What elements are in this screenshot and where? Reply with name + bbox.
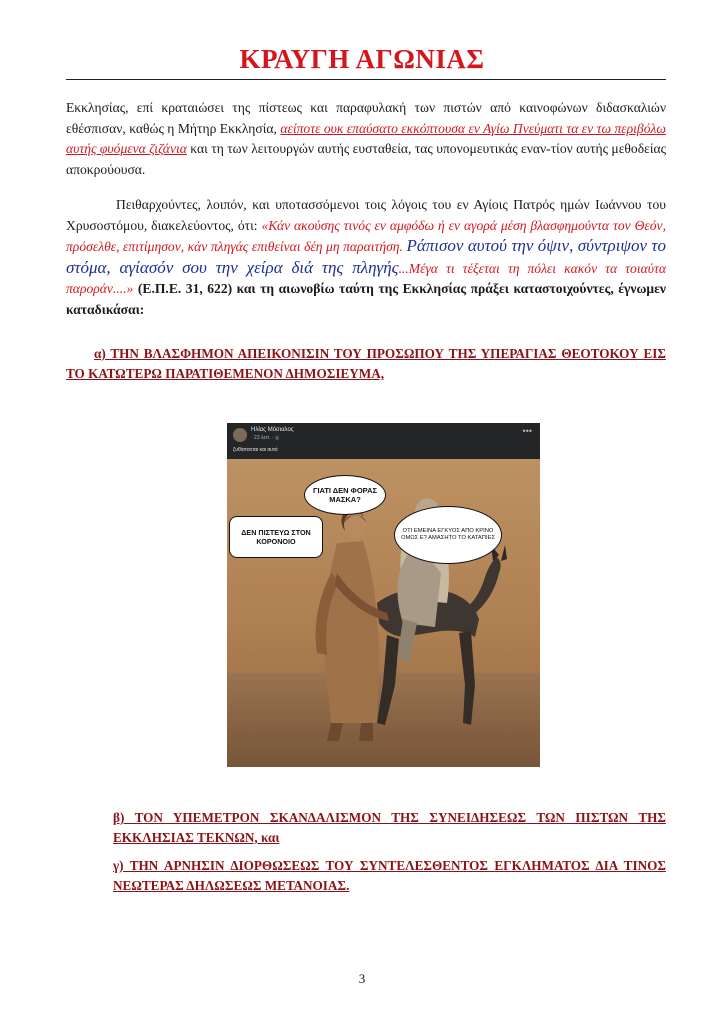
paragraph-2 — [66, 195, 666, 320]
post-time: · 23 λεπ. · ◎ — [251, 435, 280, 441]
paragraph-1-text-b: και τη των λειτουργών αυτής ευσταθεία, τας υπονομευτικάς εναν-τίον αυτής μεθοδείας αποκρούουσα. — [66, 141, 666, 177]
speech-bubble-corona: ΔΕΝ ΠΙΣΤΕΥΩ ΣΤΟΝ ΚΟΡΟΝΟΙΟ — [229, 516, 323, 558]
more-options-icon: ••• — [522, 426, 532, 436]
paragraph-1-text-a: Εκκλησίας, επί κραταιώσει της πίστεως και παραφυλακή των πιστών από καινοφώνων διδασκαλιών εθέσπισαν, καθώς η Μήτηρ Εκκλησία, — [66, 100, 666, 136]
title-divider — [66, 79, 666, 80]
post-header — [227, 423, 540, 459]
author-avatar — [233, 428, 247, 442]
chrysostom-quote-b: ...Μέγα τι τέξεται τη πόλει κακόν τα τοιαύτα παροράν....» — [66, 260, 666, 296]
speech-bubble-reply: ΟΤΙ ΕΜΕΙΝΑ ΕΓΚΥΟΣ ΑΠΟ ΚΡΙΝΟ ΟΜΩΣ Ε? ΑΜΑΣΗΤΟ ΤΟ ΚΑΤΑΠΙΕΣ — [394, 506, 502, 564]
list-item-b: β) ΤΟΝ ΥΠΕΜΕΤΡΟΝ ΣΚΑΝΔΑΛΙΣΜΟΝ ΤΗΣ ΣΥΝΕΙΔΗΣΕΩΣ ΤΩΝ ΠΙΣΤΩΝ ΤΗΣ ΕΚΚΛΗΣΙΑΣ ΤΕΚΝΩΝ, και — [113, 810, 666, 845]
list-item-c: γ) ΤΗΝ ΑΡΝΗΣΙΝ ΔΙΟΡΘΩΣΕΩΣ ΤΟΥ ΣΥΝΤΕΛΕΣΘΕΝΤΟΣ ΕΓΚΛΗΜΑΤΟΣ ΔΙΑ ΤΙΝΟΣ ΝΕΩΤΕΡΑΣ ΔΗΛΩΣΕΩΣ ΜΕΤΑΝΟΙΑΣ. — [113, 858, 666, 893]
chrysostom-quote-a: «Κάν ακούσης τινός εν αμφόδω ή εν αγορά μέση βλασφημούντα τον Θεόν, πρόσελθε, επιτίμησον, κάν πληγάς επιθείναι δέη μη παραιτήση. — [66, 217, 666, 254]
paragraph-1-quote: αείποτε ουκ επαύσατο εκκόπτουσα εν Αγίω Πνεύματι τα εν τω περιβόλω αυτής φυόμενα ζιζάνια — [66, 120, 666, 156]
paragraph-2-text-b: (Ε.Π.Ε. 31, 622) και τη αιωνοβίω ταύτη της Εκκλησίας πράξει καταστοιχούντες, έγνωμεν καταδικάσαι: — [66, 281, 666, 317]
speech-bubble-mask: ΓΙΑΤΙ ΔΕΝ ΦΟΡΑΣ ΜΑΣΚΑ? — [304, 475, 386, 515]
post-caption: ζυθίστανται και αυτό — [233, 447, 278, 453]
post-photo-illustration — [227, 423, 540, 767]
page-number: 3 — [358, 971, 366, 986]
post-author: Ηλίας Μόσιαλος — [251, 427, 294, 433]
page-title: ΚΡΑΥΓΗ ΑΓΩΝΙΑΣ — [239, 44, 485, 74]
paragraph-2-text-a: Πειθαρχούντες, λοιπόν, και υποτασσόμενοι τοις λόγοις του εν Αγίοις Πατρός ημών Ιωάννου του Χρυσοστόμου, διακελεύοντος, ότι: — [66, 197, 666, 233]
paragraph-1 — [66, 98, 666, 180]
embedded-post-image — [227, 423, 540, 767]
list-item-a: α) ΤΗΝ ΒΛΑΣΦΗΜΟΝ ΑΠΕΙΚΟΝΙΣΙΝ ΤΟΥ ΠΡΟΣΩΠΟΥ ΤΗΣ ΥΠΕΡΑΓΙΑΣ ΘΕΟΤΟΚΟΥ ΕΙΣ ΤΟ ΚΑΤΩΤΕΡΩ ΠΑΡΑΤΙΘΕΜΕΝΟΝ ΔΗΜΟΣΙΕΥΜΑ, — [66, 346, 666, 381]
chrysostom-quote-highlight: Ράπισον αυτού την όψιν, σύντριψον το στόμα, αγίασόν σου την χείρα διά της πληγής — [66, 236, 666, 277]
